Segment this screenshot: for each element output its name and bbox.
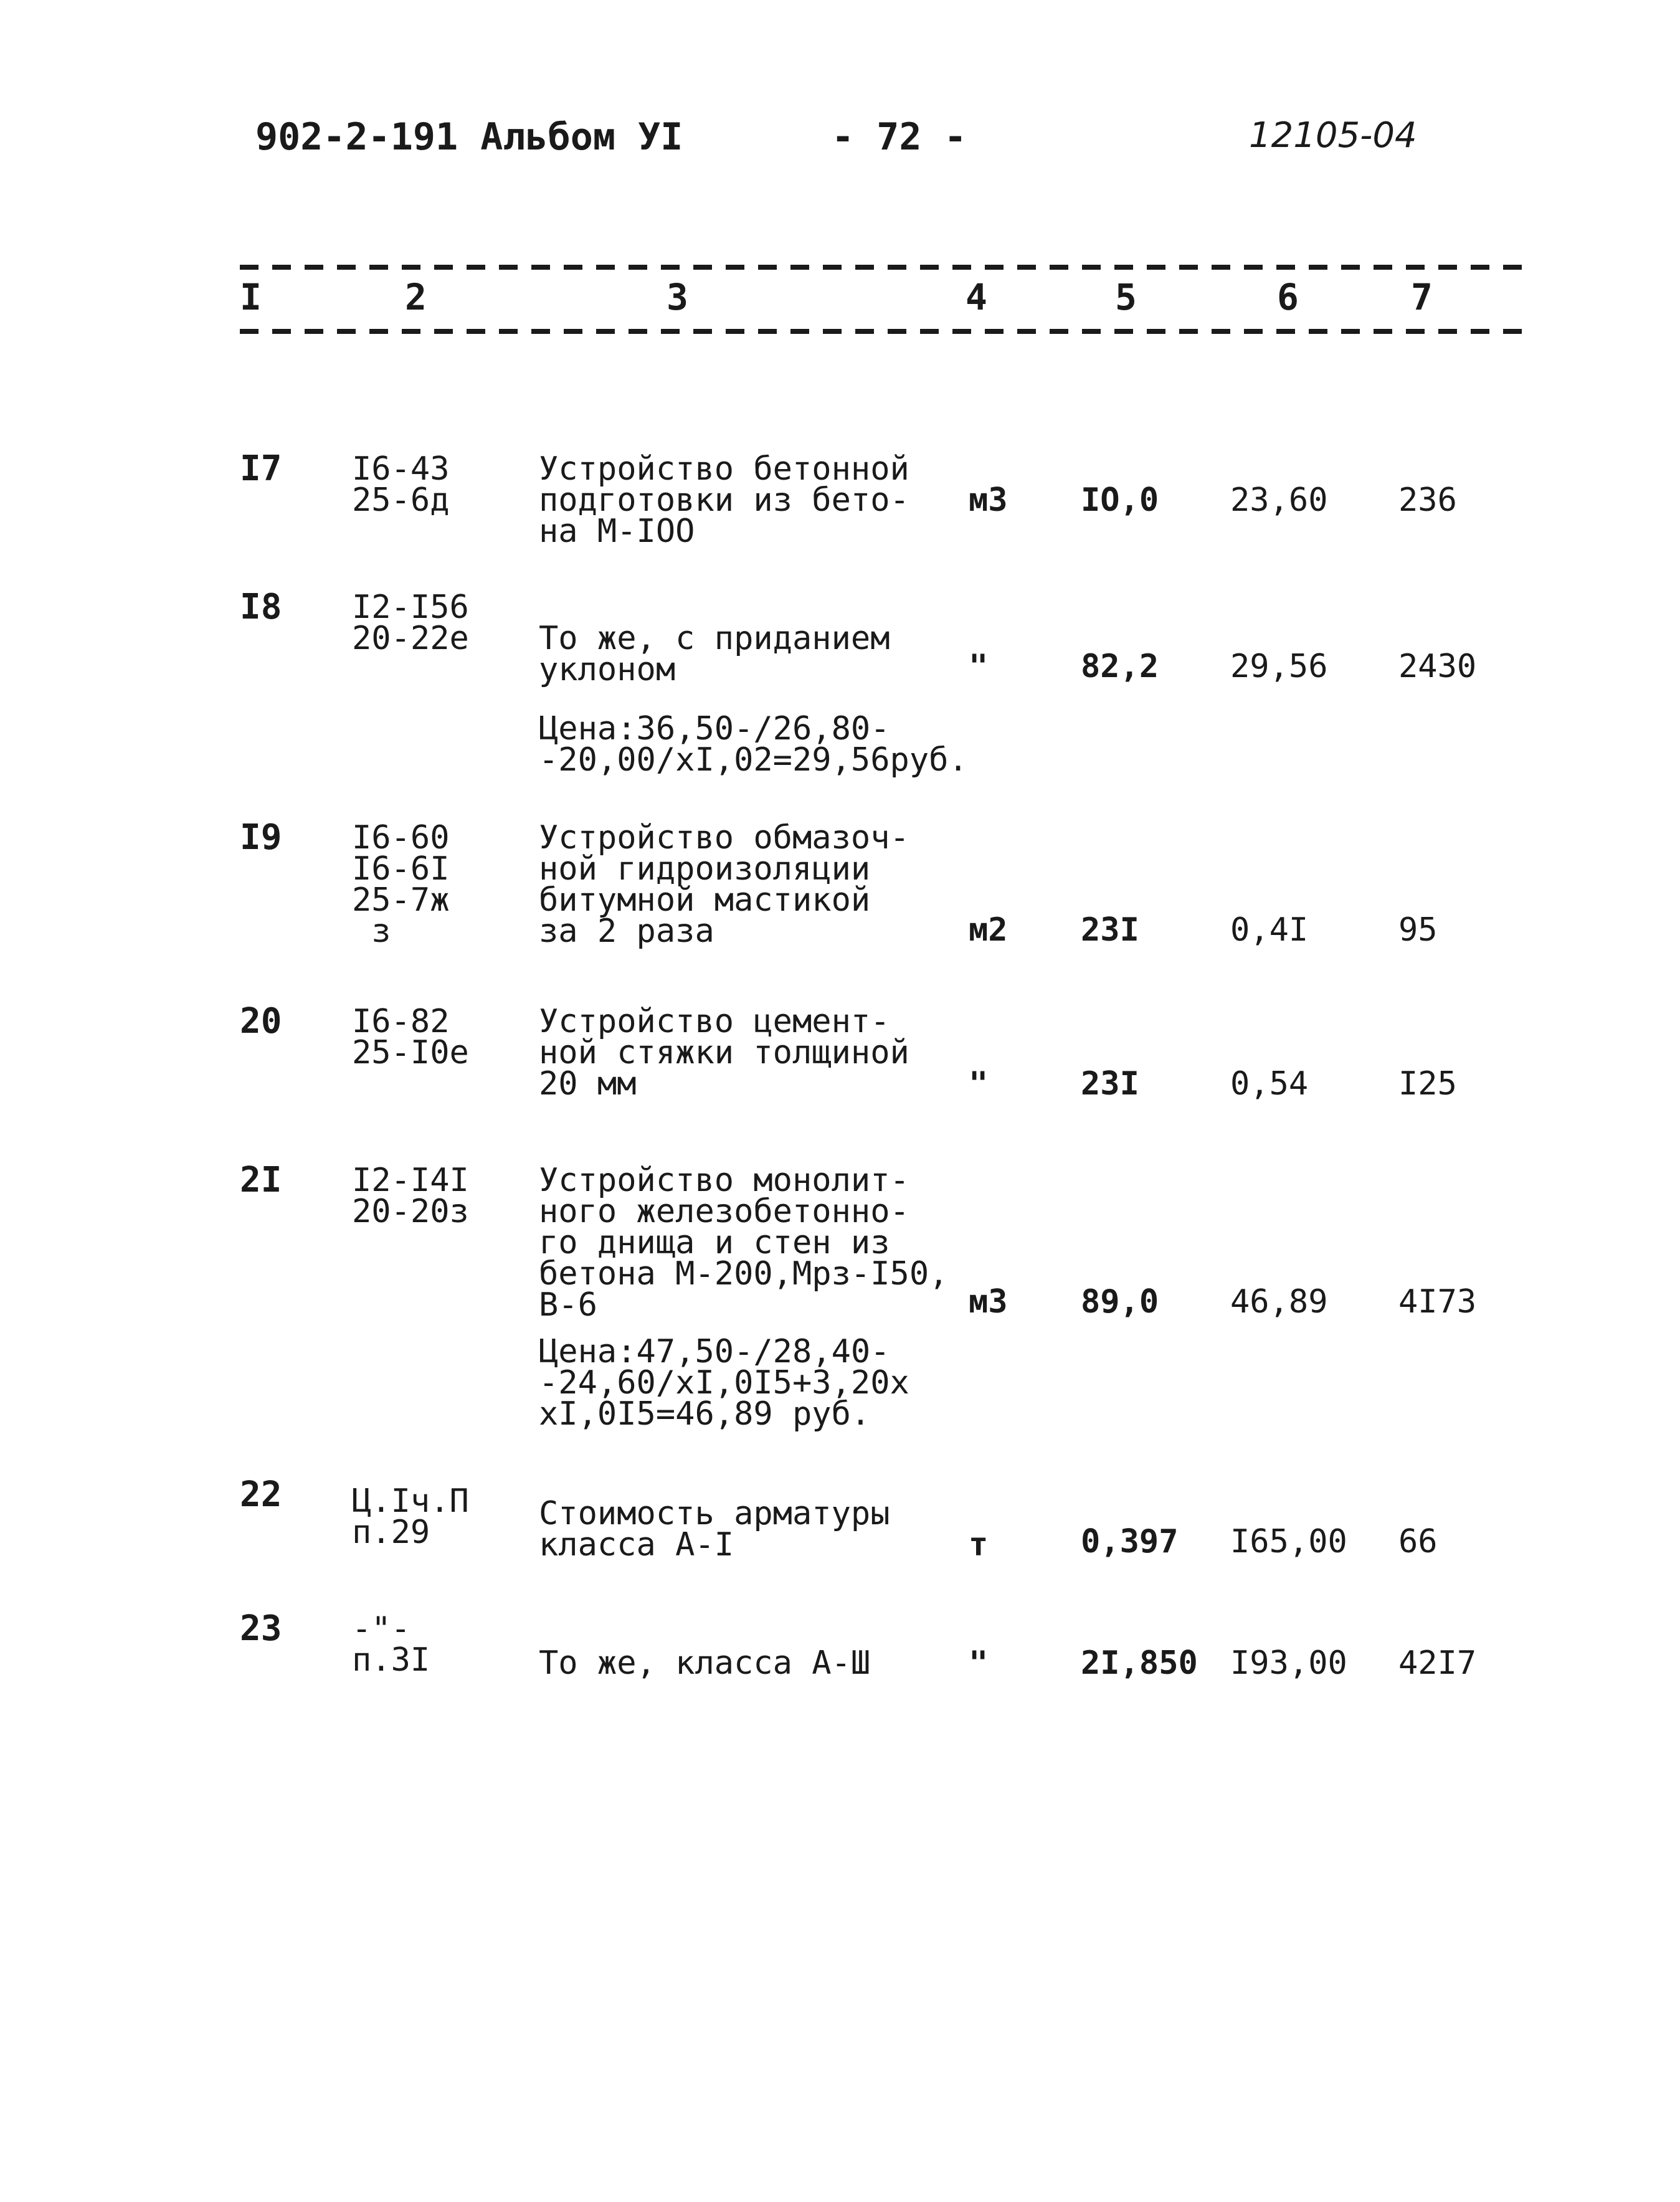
row-unit-price: I65,00	[1230, 1523, 1347, 1560]
row-codes: I2-I56 20-22е	[352, 589, 469, 657]
document-code: 12105-04	[1249, 115, 1417, 156]
row-codes: I2-I4I 20-20з	[352, 1162, 469, 1230]
row-codes: I6-60 I6-6I 25-7ж з	[352, 819, 450, 950]
row-codes: I6-43 25-6д	[352, 450, 450, 519]
row-description: Устройство монолит- ного железобетонно- го днища и стен из бетона М-200,Мрз-I50, В-6	[539, 1162, 949, 1324]
header-rule-top	[240, 265, 1523, 270]
column-number-1: I	[240, 276, 262, 318]
row-total: 2430	[1398, 648, 1477, 685]
page-number: - 72 -	[832, 115, 967, 159]
row-total: 42I7	[1398, 1644, 1477, 1682]
row-description: То же, с приданием уклоном	[539, 620, 890, 688]
column-number-2: 2	[405, 276, 427, 318]
row-total: 4I73	[1398, 1283, 1477, 1321]
row-quantity: 82,2	[1081, 648, 1159, 685]
row-unit: "	[969, 1644, 989, 1682]
column-number-6: 6	[1277, 276, 1299, 318]
row-unit-price: 46,89	[1230, 1283, 1328, 1321]
row-description: То же, класса А-Ш	[539, 1644, 871, 1682]
column-number-5: 5	[1115, 276, 1137, 318]
row-unit-price: I93,00	[1230, 1644, 1347, 1682]
row-quantity: 2I,850	[1081, 1644, 1198, 1682]
row-number: I7	[240, 448, 282, 489]
row-unit-price: 0,54	[1230, 1065, 1309, 1103]
row-codes: -"- п.3I	[352, 1610, 430, 1679]
row-number: I8	[240, 587, 282, 627]
row-total: 236	[1398, 482, 1457, 519]
row-quantity: 0,397	[1081, 1523, 1179, 1560]
row-number: 20	[240, 1001, 282, 1042]
row-unit: м3	[969, 482, 1008, 519]
column-number-3: 3	[667, 276, 688, 318]
row-price-note: Цена:36,50-/26,80- -20,00/хI,02=29,56руб.	[539, 710, 968, 779]
row-quantity: 23I	[1081, 911, 1139, 949]
row-description: Устройство обмазоч- ной гидроизоляции битумной мастикой за 2 раза	[539, 819, 909, 950]
row-number: 22	[240, 1474, 282, 1515]
row-number: 23	[240, 1608, 282, 1649]
row-number: 2I	[240, 1160, 282, 1200]
row-description: Стоимость арматуры класса А-I	[539, 1495, 890, 1564]
row-total: 95	[1398, 911, 1438, 949]
row-description: Устройство цемент- ной стяжки толщиной 20 мм	[539, 1003, 909, 1103]
row-unit-price: 0,4I	[1230, 911, 1309, 949]
row-unit-price: 23,60	[1230, 482, 1328, 519]
row-number: I9	[240, 817, 282, 858]
album-title: 902-2-191 Альбом УI	[255, 115, 683, 159]
row-unit: м2	[969, 911, 1008, 949]
row-description: Устройство бетонной подготовки из бето- на М-IOO	[539, 450, 909, 550]
row-unit-price: 29,56	[1230, 648, 1328, 685]
row-unit: "	[969, 1065, 989, 1103]
row-quantity: 89,0	[1081, 1283, 1159, 1321]
row-total: I25	[1398, 1065, 1457, 1103]
row-codes: Ц.Iч.П п.29	[352, 1483, 469, 1551]
row-quantity: 23I	[1081, 1065, 1139, 1103]
column-number-4: 4	[966, 276, 987, 318]
row-unit: т	[969, 1526, 989, 1564]
header-rule-bottom	[240, 329, 1523, 334]
row-unit: "	[969, 648, 989, 685]
row-price-note: Цена:47,50-/28,40- -24,60/хI,0I5+3,20х хI,0I5=46,89 руб.	[539, 1333, 909, 1433]
row-quantity: IO,0	[1081, 482, 1159, 519]
column-number-7: 7	[1411, 276, 1433, 318]
row-total: 66	[1398, 1523, 1438, 1560]
row-codes: I6-82 25-I0е	[352, 1003, 469, 1071]
row-unit: м3	[969, 1283, 1008, 1321]
